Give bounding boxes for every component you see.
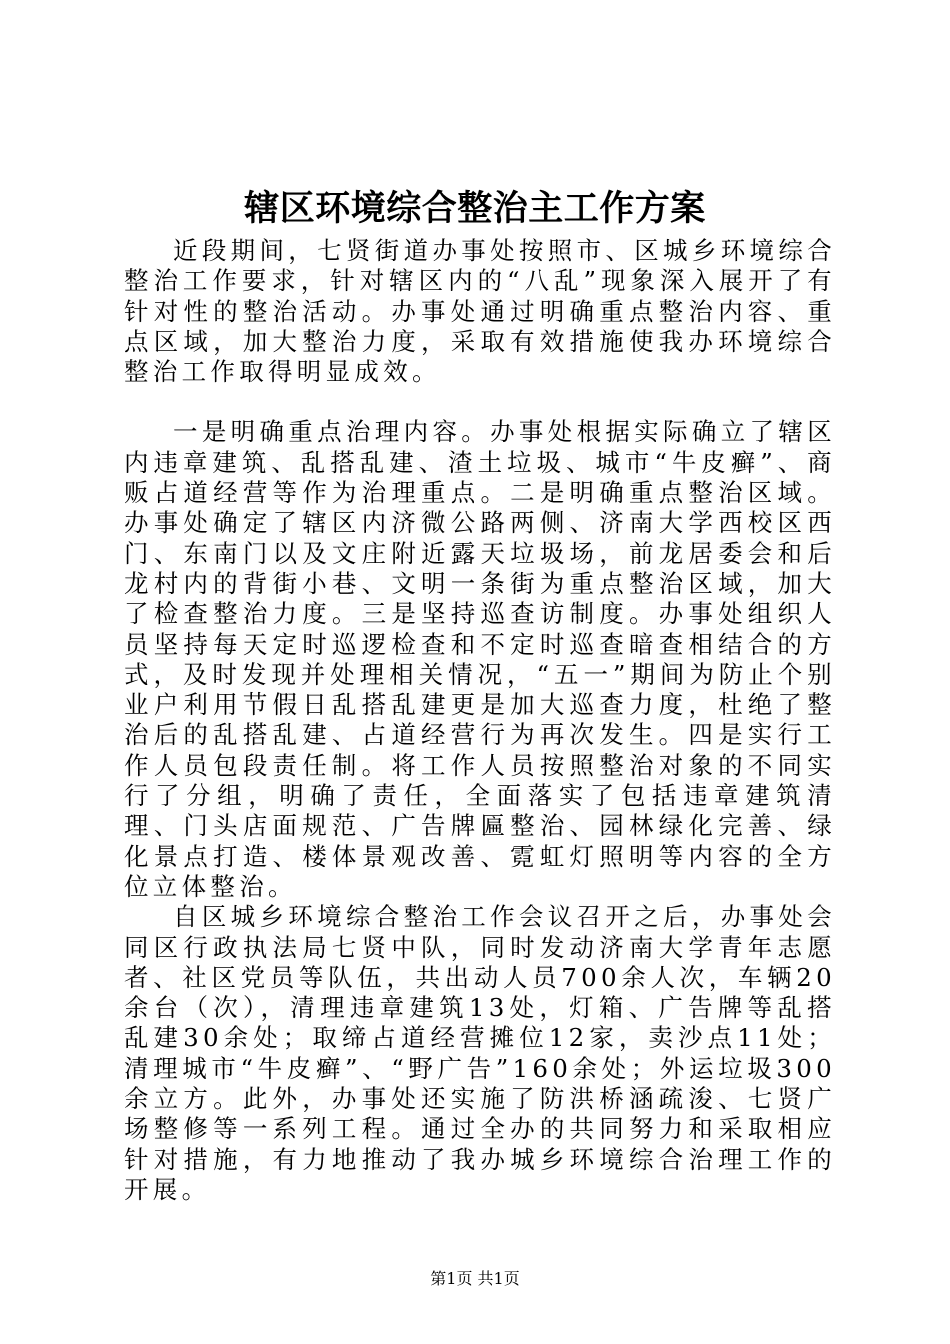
document-title: 辖区环境综合整治主工作方案	[244, 188, 706, 229]
document-body	[124, 236, 836, 1205]
page-number-footer: 第1页 共1页	[430, 1269, 520, 1288]
paragraph-measures: 一是明确重点治理内容。办事处根据实际确立了辖区内违章建筑、乱搭乱建、渣土垃圾、城市“牛皮癣”、商贩占道经营等作为治理重点。二是明确重点整治区域。办事处确定了辖区内济微公路两侧、济南大学西校区西门、东南门以及文庄附近露天垃圾场，前龙居委会和后龙村内的背街小巷、文明一条街为重点整治区域，加大了检查整治力度。三是坚持巡查访制度。办事处组织人员坚持每天定时巡逻检查和不定时巡查暗查相结合的方式，及时发现并处理相关情况，“五一”期间为防止个别业户利用节假日乱搭乱建更是加大巡查力度，杜绝了整治后的乱搭乱建、占道经营行为再次发生。四是实行工作人员包段责任制。将工作人员按照整治对象的不同实行了分组，明确了责任，全面落实了包括违章建筑清理、门头店面规范、广告牌匾整治、园林绿化完善、绿化景点打造、楼体景观改善、霓虹灯照明等内容的全方位立体整治。	[124, 417, 836, 901]
paragraph-intro: 近段期间，七贤街道办事处按照市、区城乡环境综合整治工作要求，针对辖区内的“八乱”现象深入展开了有针对性的整治活动。办事处通过明确重点整治内容、重点区域，加大整治力度，采取有效措施使我办环境综合整治工作取得明显成效。	[124, 236, 836, 387]
paragraph-results: 自区城乡环境综合整治工作会议召开之后，办事处会同区行政执法局七贤中队，同时发动济南大学青年志愿者、社区党员等队伍，共出动人员700余人次，车辆20余台（次），清理违章建筑13处，灯箱、广告牌等乱搭乱建30余处；取缔占道经营摊位12家，卖沙点11处；清理城市“牛皮癣”、“野广告”160余处；外运垃圾300余立方。此外，办事处还实施了防洪桥涵疏浚、七贤广场整修等一系列工程。通过全办的共同努力和采取相应针对措施，有力地推动了我办城乡环境综合治理工作的开展。	[124, 902, 836, 1204]
